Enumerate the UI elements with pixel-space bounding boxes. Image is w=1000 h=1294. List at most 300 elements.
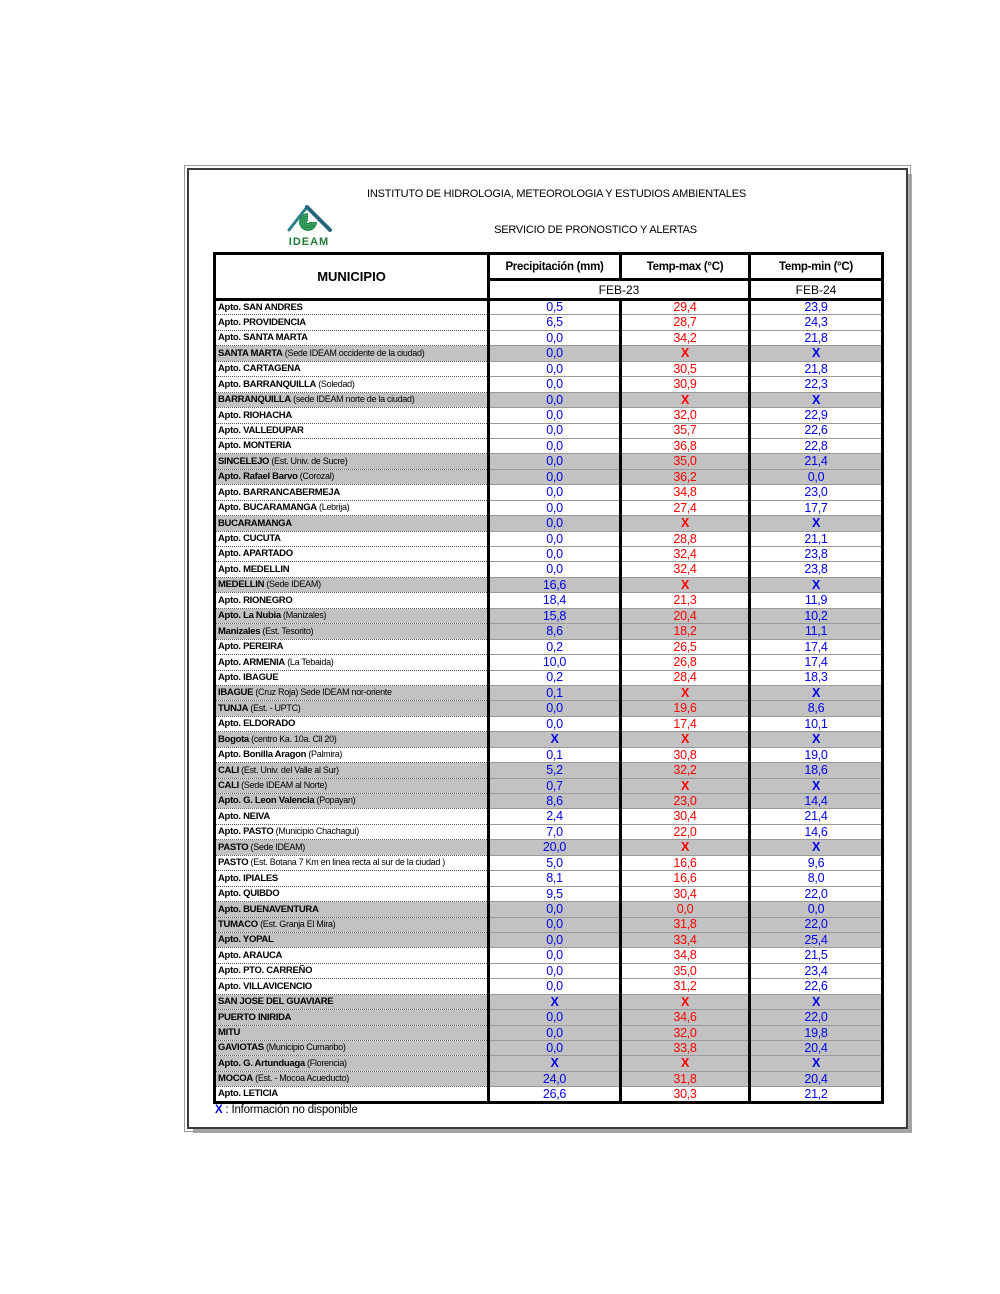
table-row (215, 763, 883, 778)
table-row (215, 1025, 883, 1040)
table-row (215, 1056, 883, 1071)
tempmax-value: 16,6 (621, 855, 750, 870)
report-sheet (187, 168, 908, 1129)
municipio-cell (215, 778, 489, 793)
municipio-name: BUCARAMANGA (218, 517, 292, 529)
tempmin-value: 21,4 (750, 809, 883, 824)
municipio-name: Apto. VALLEDUPAR (218, 424, 304, 436)
municipio-cell (215, 855, 489, 870)
precip-value: 0,0 (489, 454, 621, 469)
legend-text: : Información no disponible (225, 1104, 358, 1116)
municipio-name: Apto. BUCARAMANGA (218, 502, 317, 514)
table-row (215, 732, 883, 747)
table-row (215, 315, 883, 330)
tempmax-value: 30,8 (621, 747, 750, 762)
municipio-name: Apto. RIOHACHA (218, 409, 292, 421)
column-header-tempmin: Temp-min (°C) (750, 254, 883, 280)
tempmax-value: 16,6 (621, 871, 750, 886)
tempmin-value: 8,6 (750, 701, 883, 716)
municipio-name: Apto. VILLAVICENCIO (218, 980, 312, 992)
municipio-cell (215, 701, 489, 716)
municipio-cell (215, 732, 489, 747)
municipio-name: Apto. BUENAVENTURA (218, 903, 319, 915)
table-row (215, 1041, 883, 1056)
precip-value: 0,5 (489, 300, 621, 315)
table-row (215, 438, 883, 453)
tempmax-value: 32,4 (621, 547, 750, 562)
municipio-note: (Est. Tesorito) (260, 625, 314, 636)
precip-value: 10,0 (489, 655, 621, 670)
municipio-name: Apto. G. Leon Valencia (218, 795, 315, 807)
municipio-name: MEDELLIN (218, 579, 265, 591)
precip-value: 5,0 (489, 855, 621, 870)
tempmax-value: 28,7 (621, 315, 750, 330)
municipio-name: Apto. PTO. CARREÑO (218, 965, 313, 977)
tempmax-value: 27,4 (621, 500, 750, 515)
tempmax-value: X (621, 732, 750, 747)
tempmin-value: 10,2 (750, 608, 883, 623)
table-row (215, 608, 883, 623)
tempmax-value: 30,9 (621, 377, 750, 392)
municipio-note: (Manizales) (280, 610, 327, 621)
municipio-cell (215, 438, 489, 453)
municipio-cell (215, 547, 489, 562)
precip-value: 0,0 (489, 979, 621, 994)
precip-value: 0,0 (489, 377, 621, 392)
tempmin-value: 22,0 (750, 1010, 883, 1025)
tempmax-value: 29,4 (621, 300, 750, 315)
precip-value: 0,2 (489, 639, 621, 654)
forecast-table-wrapper (213, 252, 884, 1104)
table-row (215, 516, 883, 531)
tempmin-value: 21,4 (750, 454, 883, 469)
precip-value: 8,6 (489, 624, 621, 639)
table-row (215, 346, 883, 361)
municipio-cell (215, 871, 489, 886)
column-header-tempmax: Temp-max (°C) (621, 254, 750, 280)
table-row (215, 701, 883, 716)
tempmin-value: 19,0 (750, 747, 883, 762)
municipio-note: (Lebrija) (316, 502, 350, 513)
tempmax-value: 35,0 (621, 454, 750, 469)
tempmax-value: X (621, 840, 750, 855)
precip-value: 0,0 (489, 392, 621, 407)
municipio-note: (Sede IDEAM occidente de la ciudad) (282, 347, 425, 358)
tempmin-value: 22,6 (750, 979, 883, 994)
table-row (215, 500, 883, 515)
tempmax-value: 28,4 (621, 670, 750, 685)
municipio-cell (215, 824, 489, 839)
table-row (215, 824, 883, 839)
municipio-name: MITU (218, 1027, 241, 1039)
tempmax-value: X (621, 392, 750, 407)
municipio-name: Apto. SANTA MARTA (218, 332, 308, 344)
precip-value: 0,0 (489, 469, 621, 484)
municipio-note: (Palmira) (306, 749, 343, 760)
table-row (215, 531, 883, 546)
municipio-name: Apto. Rafael Barvo (218, 471, 298, 483)
municipio-name: SINCELEJO (218, 455, 270, 467)
tempmin-value: 21,5 (750, 948, 883, 963)
tempmin-value: 25,4 (750, 932, 883, 947)
municipio-note: (Corozal) (297, 471, 335, 482)
table-row (215, 655, 883, 670)
precip-value: 0,7 (489, 778, 621, 793)
precip-value: X (489, 732, 621, 747)
municipio-note: (Soledad) (316, 378, 355, 389)
tempmin-value: 20,4 (750, 1071, 883, 1086)
tempmin-value: 14,4 (750, 794, 883, 809)
table-row (215, 948, 883, 963)
municipio-note: (Est. - UPTC) (248, 702, 301, 713)
municipio-note: (Sede IDEAM) (264, 579, 321, 590)
municipio-cell (215, 300, 489, 315)
tempmax-value: 30,4 (621, 886, 750, 901)
municipio-cell (215, 500, 489, 515)
municipio-cell (215, 516, 489, 531)
tempmin-value: 21,8 (750, 330, 883, 345)
municipio-name: Apto. NEIVA (218, 810, 270, 822)
municipio-note: (La Tebaida) (285, 656, 334, 667)
municipio-note: (Florencia) (304, 1057, 347, 1068)
municipio-name: Apto. LETICIA (218, 1088, 278, 1100)
tempmin-value: 23,4 (750, 963, 883, 978)
tempmin-value: 0,0 (750, 469, 883, 484)
municipio-cell (215, 747, 489, 762)
tempmax-value: 33,8 (621, 1041, 750, 1056)
municipio-note: (Est. Granja El Mira) (257, 918, 336, 929)
precip-value: 8,6 (489, 794, 621, 809)
tempmax-value: 31,8 (621, 917, 750, 932)
tempmin-value: 23,8 (750, 562, 883, 577)
tempmin-value: X (750, 840, 883, 855)
tempmin-value: 22,9 (750, 408, 883, 423)
table-row (215, 840, 883, 855)
tempmax-value: X (621, 346, 750, 361)
tempmax-value: X (621, 516, 750, 531)
table-body (215, 300, 883, 1103)
tempmin-value: 21,8 (750, 361, 883, 376)
table-row (215, 454, 883, 469)
municipio-cell (215, 963, 489, 978)
municipio-name: Apto. RIONEGRO (218, 594, 293, 606)
municipio-name: TUMACO (218, 918, 258, 930)
municipio-cell (215, 1041, 489, 1056)
municipio-note: (centro Ka. 10a. Cll 20) (248, 733, 337, 744)
municipio-cell (215, 577, 489, 592)
tempmax-value: 32,2 (621, 763, 750, 778)
precip-value: 0,0 (489, 346, 621, 361)
tempmin-value: 11,1 (750, 624, 883, 639)
municipio-note: (Sede IDEAM) (248, 841, 305, 852)
tempmax-value: 17,4 (621, 716, 750, 731)
municipio-cell (215, 593, 489, 608)
municipio-note: (Est. - Mocoa Acueducto) (252, 1073, 349, 1084)
tempmax-value: X (621, 685, 750, 700)
tempmax-value: X (621, 1056, 750, 1071)
tempmin-value: X (750, 577, 883, 592)
table-row (215, 685, 883, 700)
tempmin-value: 8,0 (750, 871, 883, 886)
table-row (215, 408, 883, 423)
page-subtitle: SERVICIO DE PRONOSTICO Y ALERTAS (494, 224, 697, 236)
municipio-name: Apto. MEDELLIN (218, 563, 290, 575)
tempmin-value: X (750, 778, 883, 793)
municipio-cell (215, 346, 489, 361)
table-row (215, 963, 883, 978)
precip-value: 0,1 (489, 747, 621, 762)
municipio-name: Apto. CARTAGENA (218, 363, 301, 375)
precip-value: 24,0 (489, 1071, 621, 1086)
municipio-cell (215, 840, 489, 855)
forecast-table (213, 252, 884, 1104)
tempmin-value: 23,0 (750, 485, 883, 500)
tempmax-value: 30,3 (621, 1087, 750, 1102)
municipio-name: PASTO (218, 857, 249, 869)
tempmin-value: 23,8 (750, 547, 883, 562)
period-label-feb24: FEB-24 (750, 280, 883, 300)
tempmax-value: 32,0 (621, 408, 750, 423)
table-row (215, 423, 883, 438)
tempmax-value: 35,0 (621, 963, 750, 978)
precip-value: X (489, 994, 621, 1009)
table-row (215, 330, 883, 345)
precip-value: 0,0 (489, 485, 621, 500)
municipio-note: (Est. Botana 7 Km en linea recta al sur de la ciudad ) (248, 857, 445, 868)
municipio-name: PUERTO INIRIDA (218, 1011, 292, 1023)
municipio-cell (215, 1056, 489, 1071)
tempmin-value: X (750, 994, 883, 1009)
municipio-cell (215, 655, 489, 670)
precip-value: 8,1 (489, 871, 621, 886)
municipio-name: Apto. QUIBDO (218, 888, 280, 900)
precip-value: 2,4 (489, 809, 621, 824)
municipio-cell (215, 392, 489, 407)
tempmax-value: 35,7 (621, 423, 750, 438)
municipio-cell (215, 886, 489, 901)
tempmin-value: X (750, 392, 883, 407)
precip-value: 0,0 (489, 361, 621, 376)
tempmin-value: 23,9 (750, 300, 883, 315)
municipio-note: (Sede IDEAM al Norte) (238, 780, 327, 791)
municipio-note: (Municipio Chachagui) (273, 826, 359, 837)
precip-value: 0,0 (489, 531, 621, 546)
precip-value: 0,0 (489, 562, 621, 577)
municipio-cell (215, 670, 489, 685)
precip-value: 18,4 (489, 593, 621, 608)
municipio-name: Apto. IBAGUE (218, 671, 279, 683)
municipio-cell (215, 377, 489, 392)
municipio-note: (Popayan) (314, 795, 356, 806)
table-row (215, 624, 883, 639)
precip-value: 16,6 (489, 577, 621, 592)
municipio-cell (215, 902, 489, 917)
municipio-name: Apto. G. Artunduaga (218, 1057, 305, 1069)
precip-value: X (489, 1056, 621, 1071)
tempmin-value: X (750, 685, 883, 700)
municipio-name: MOCOA (218, 1073, 253, 1085)
precip-value: 0,0 (489, 408, 621, 423)
table-row (215, 809, 883, 824)
municipio-cell (215, 763, 489, 778)
municipio-name: SANTA MARTA (218, 347, 283, 359)
municipio-name: Apto. Bonilla Aragon (218, 749, 307, 761)
tempmin-value: 22,8 (750, 438, 883, 453)
tempmax-value: 34,2 (621, 330, 750, 345)
precip-value: 0,0 (489, 500, 621, 515)
tempmin-value: 14,6 (750, 824, 883, 839)
municipio-name: SAN JOSE DEL GUAVIARE (218, 996, 334, 1008)
table-row (215, 1010, 883, 1025)
municipio-cell (215, 685, 489, 700)
precip-value: 0,0 (489, 423, 621, 438)
precip-value: 0,0 (489, 330, 621, 345)
tempmin-value: 19,8 (750, 1025, 883, 1040)
table-row (215, 547, 883, 562)
table-row (215, 886, 883, 901)
precip-value: 0,0 (489, 932, 621, 947)
precip-value: 20,0 (489, 840, 621, 855)
municipio-cell (215, 1087, 489, 1102)
legend-note (215, 1104, 358, 1116)
precip-value: 0,0 (489, 1025, 621, 1040)
tempmax-value: 31,8 (621, 1071, 750, 1086)
municipio-name: Apto. MONTERIA (218, 440, 292, 452)
municipio-cell (215, 454, 489, 469)
municipio-name: Apto. ARAUCA (218, 949, 283, 961)
municipio-cell (215, 794, 489, 809)
tempmax-value: 32,4 (621, 562, 750, 577)
municipio-note: (Est. Univ. de Sucre) (269, 455, 348, 466)
municipio-cell (215, 917, 489, 932)
ideam-logo-text: IDEAM (288, 236, 330, 248)
municipio-cell (215, 1010, 489, 1025)
tempmax-value: 34,8 (621, 948, 750, 963)
municipio-name: Apto. BARRANCABERMEJA (218, 486, 340, 498)
table-row (215, 994, 883, 1009)
municipio-note: (Est. Univ. del Valle al Sur) (238, 764, 339, 775)
tempmin-value: 21,1 (750, 531, 883, 546)
precip-value: 0,0 (489, 701, 621, 716)
table-row (215, 639, 883, 654)
tempmax-value: 30,4 (621, 809, 750, 824)
municipio-name: Apto. PROVIDENCIA (218, 316, 306, 328)
municipio-cell (215, 608, 489, 623)
municipio-cell (215, 716, 489, 731)
table-row (215, 670, 883, 685)
table-row (215, 917, 883, 932)
municipio-name: GAVIOTAS (218, 1042, 264, 1054)
precip-value: 0,0 (489, 516, 621, 531)
tempmin-value: 11,9 (750, 593, 883, 608)
table-row (215, 361, 883, 376)
table-row (215, 392, 883, 407)
municipio-name: Apto. ARMENIA (218, 656, 285, 668)
table-row (215, 300, 883, 315)
precip-value: 0,0 (489, 948, 621, 963)
table-row (215, 469, 883, 484)
precip-value: 26,6 (489, 1087, 621, 1102)
tempmin-value: 21,2 (750, 1087, 883, 1102)
precip-value: 0,0 (489, 547, 621, 562)
tempmin-value: 22,6 (750, 423, 883, 438)
table-row (215, 979, 883, 994)
table-row (215, 932, 883, 947)
tempmax-value: 20,4 (621, 608, 750, 623)
tempmax-value: 18,2 (621, 624, 750, 639)
municipio-cell (215, 809, 489, 824)
tempmin-value: 17,4 (750, 639, 883, 654)
municipio-name: Bogota (218, 733, 249, 745)
table-row (215, 778, 883, 793)
tempmin-value: 24,3 (750, 315, 883, 330)
municipio-name: Apto. La Nubia (218, 610, 281, 622)
municipio-cell (215, 1025, 489, 1040)
tempmax-value: 28,8 (621, 531, 750, 546)
precip-value: 7,0 (489, 824, 621, 839)
municipio-name: Manizales (218, 625, 261, 637)
municipio-name: Apto. IPIALES (218, 872, 278, 884)
municipio-cell (215, 485, 489, 500)
municipio-cell (215, 330, 489, 345)
municipio-name: Apto. PEREIRA (218, 641, 284, 653)
tempmin-value: 17,4 (750, 655, 883, 670)
municipio-name: Apto. SAN ANDRES (218, 301, 303, 313)
table-row (215, 747, 883, 762)
column-header-precipitacion: Precipitación (mm) (489, 254, 621, 280)
municipio-cell (215, 624, 489, 639)
precip-value: 0,1 (489, 685, 621, 700)
precip-value: 0,0 (489, 438, 621, 453)
municipio-name: CALI (218, 764, 239, 776)
table-row (215, 902, 883, 917)
tempmax-value: 36,8 (621, 438, 750, 453)
table-row (215, 485, 883, 500)
tempmin-value: X (750, 346, 883, 361)
tempmax-value: 21,3 (621, 593, 750, 608)
tempmax-value: 36,2 (621, 469, 750, 484)
municipio-name: BARRANQUILLA (218, 394, 291, 406)
tempmin-value: 22,0 (750, 886, 883, 901)
table-row (215, 593, 883, 608)
legend-x-marker: X (215, 1104, 223, 1116)
table-row (215, 855, 883, 870)
municipio-name: PASTO (218, 841, 249, 853)
precip-value: 15,8 (489, 608, 621, 623)
municipio-name: Apto. BARRANQUILLA (218, 378, 317, 390)
tempmin-value: 10,1 (750, 716, 883, 731)
precip-value: 5,2 (489, 763, 621, 778)
tempmax-value: 19,6 (621, 701, 750, 716)
municipio-cell (215, 361, 489, 376)
municipio-note: (Cruz Roja) Sede IDEAM nor-oriente (253, 687, 392, 698)
precip-value: 0,0 (489, 902, 621, 917)
municipio-name: TUNJA (218, 702, 249, 714)
precip-value: 9,5 (489, 886, 621, 901)
municipio-cell (215, 408, 489, 423)
tempmin-value: 18,3 (750, 670, 883, 685)
table-row (215, 1071, 883, 1086)
tempmax-value: 34,6 (621, 1010, 750, 1025)
precip-value: 6,5 (489, 315, 621, 330)
municipio-cell (215, 315, 489, 330)
tempmax-value: 0,0 (621, 902, 750, 917)
municipio-cell (215, 531, 489, 546)
municipio-cell (215, 639, 489, 654)
page-title: INSTITUTO DE HIDROLOGIA, METEOROLOGIA Y ESTUDIOS AMBIENTALES (367, 188, 746, 200)
tempmin-value: 17,7 (750, 500, 883, 515)
tempmax-value: 23,0 (621, 794, 750, 809)
